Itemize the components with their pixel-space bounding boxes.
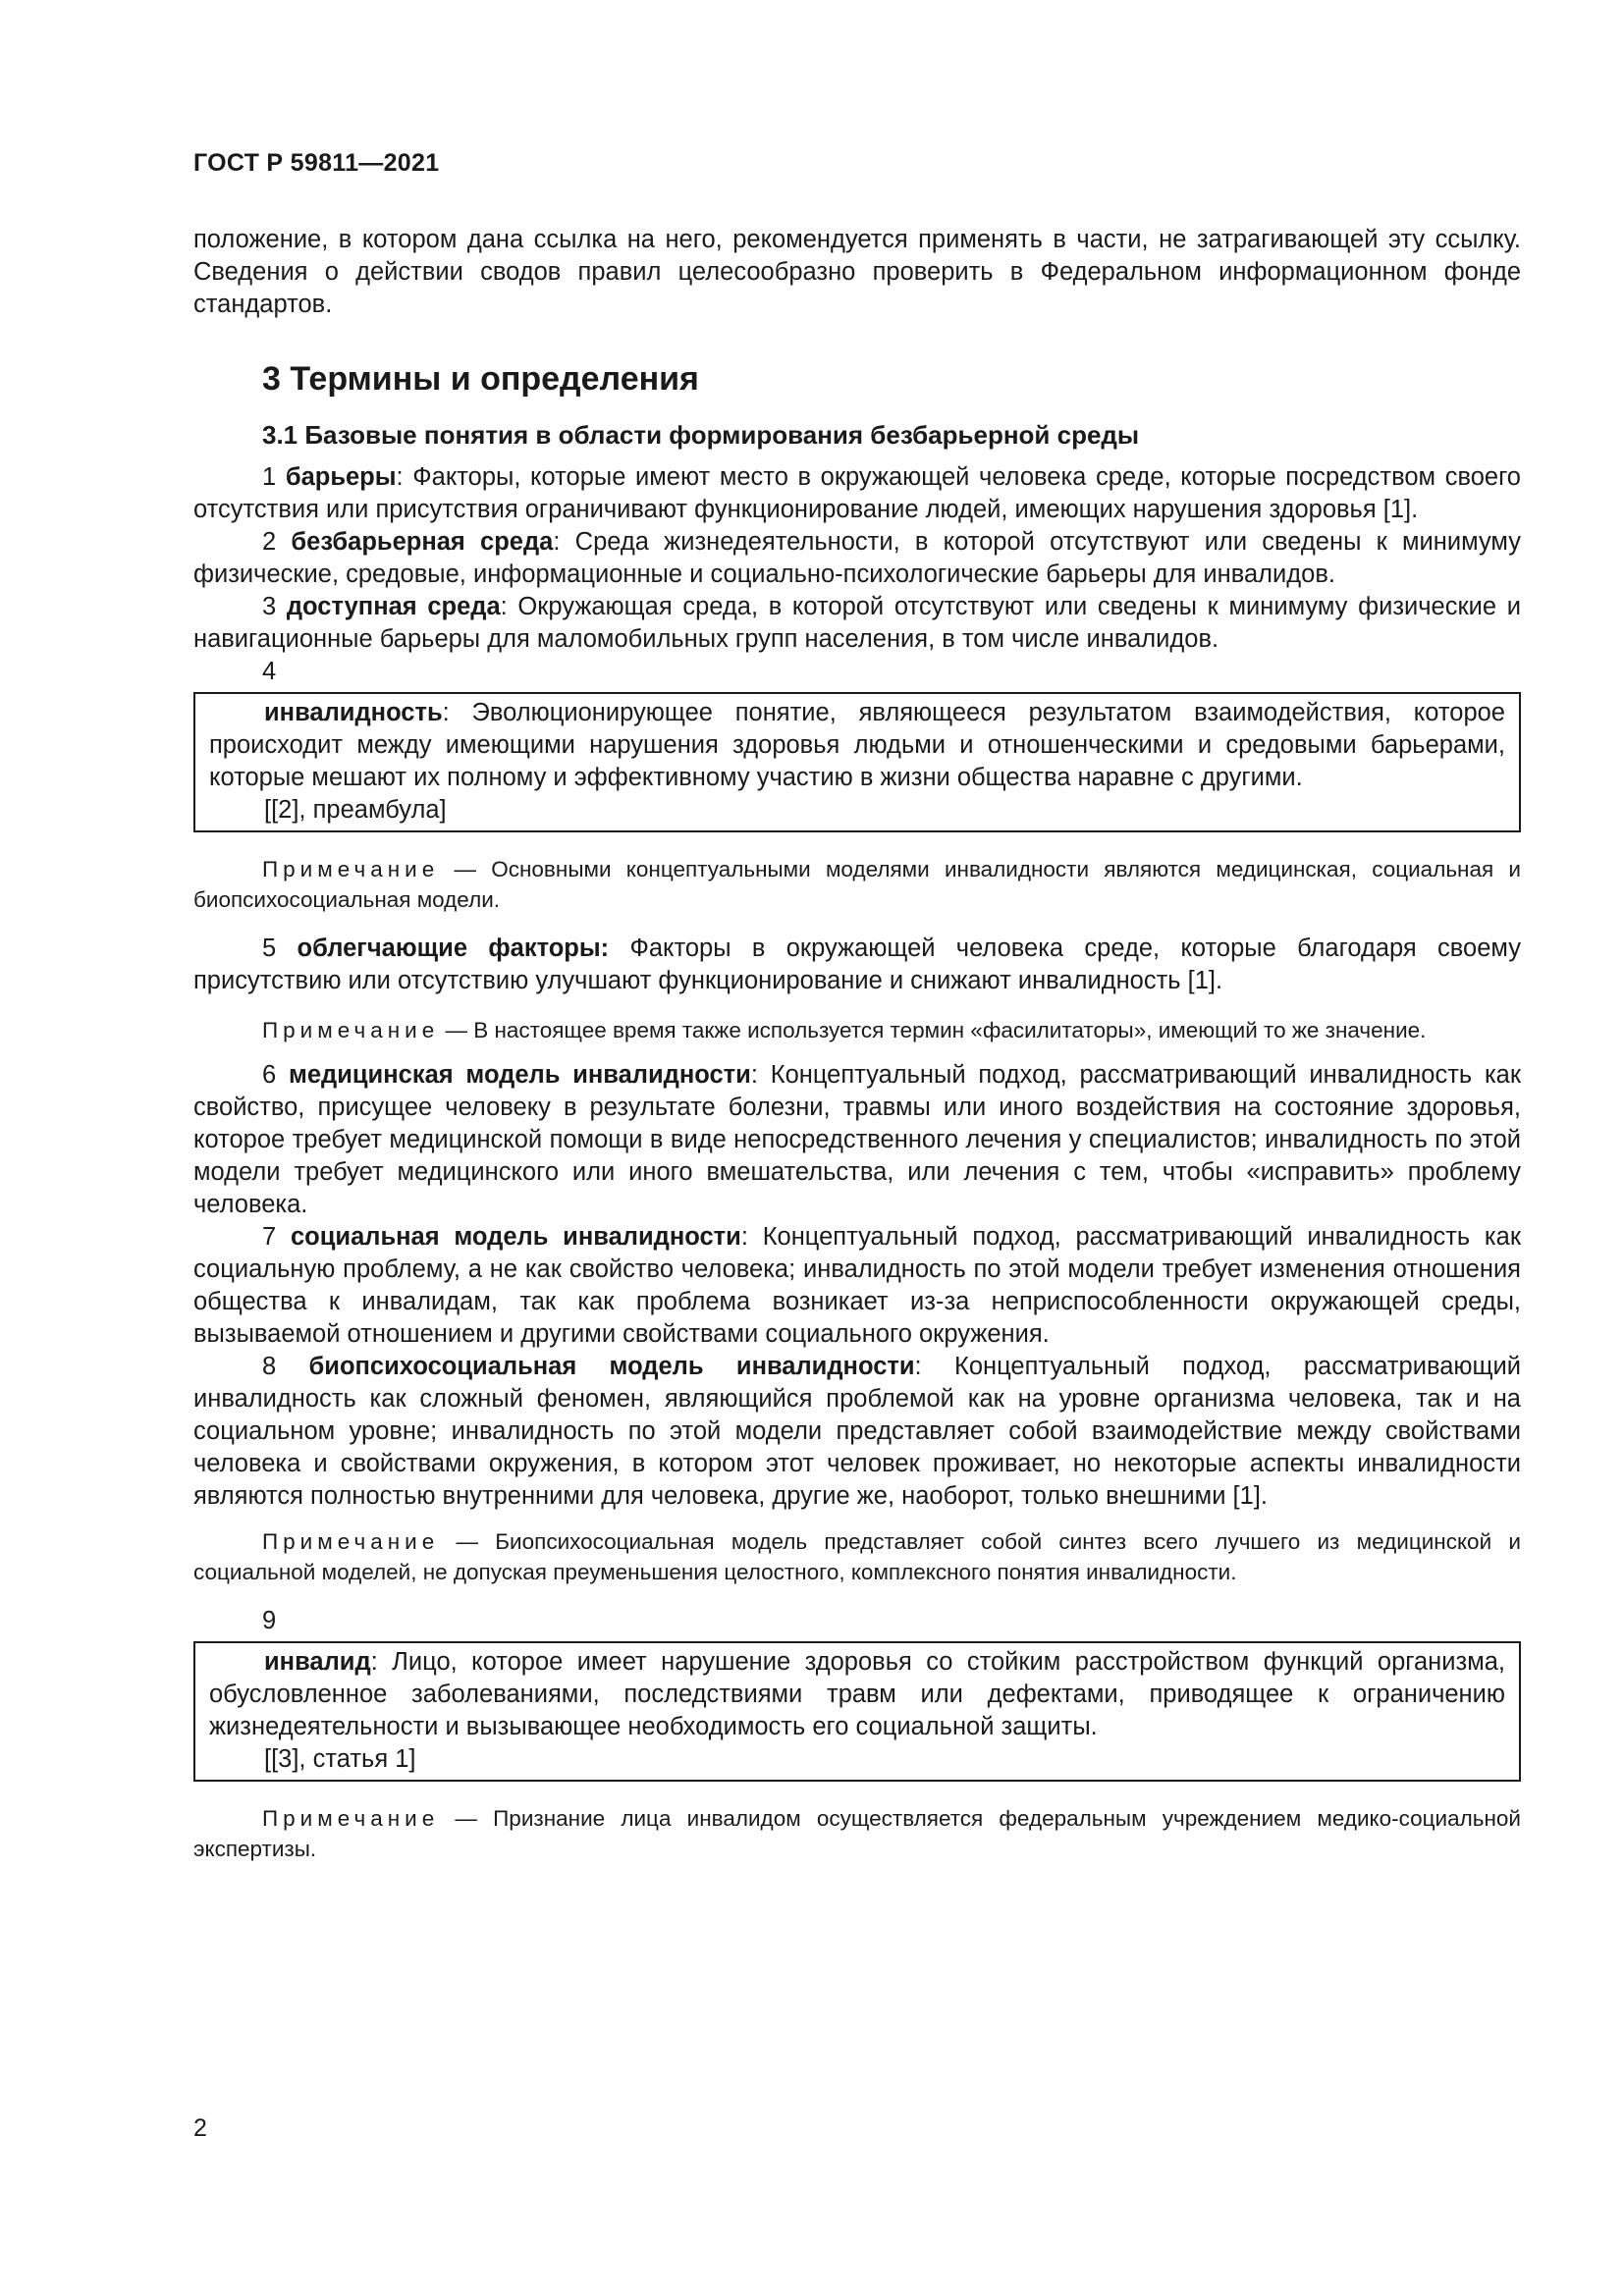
intro-paragraph: положение, в котором дана ссылка на него, рекомендуется применять в части, не затрагивающей эту ссылку. Сведения о действии сводов правил целесообразно проверить в Федеральном информационном фонде стандартов. bbox=[193, 226, 1521, 318]
term-entry-1 bbox=[193, 461, 1521, 526]
term-name: биопсихосоциальная модель инвалидности bbox=[308, 1353, 915, 1380]
term-number: 3 bbox=[262, 593, 277, 620]
term-entry-5 bbox=[193, 933, 1521, 997]
term-number: 5 bbox=[262, 934, 277, 962]
document-header: ГОСТ Р 59811—2021 bbox=[193, 149, 440, 177]
term-number: 6 bbox=[262, 1061, 277, 1089]
term-definition: Факторы в окружающей человека среде, которые благодаря своему присутствию или отсутствию улучшают функционирование и снижают инвалидность [1]. bbox=[193, 934, 1521, 994]
term-name: безбарьерная среда bbox=[291, 528, 554, 556]
term-entry-6 bbox=[193, 1059, 1521, 1221]
term-entry-4 bbox=[209, 697, 1505, 794]
term-entry-9 bbox=[209, 1646, 1505, 1743]
note-label: Примечание bbox=[262, 1018, 440, 1042]
term-name: инвалид bbox=[264, 1648, 371, 1676]
page-content bbox=[193, 224, 1521, 1864]
term-definition: : Лицо, которое имеет нарушение здоровья со стойким расстройством функций организма, обусловленное заболеваниями, последствиями травм или дефектами, приводящее к ограничению жизнедеятельности и вызывающее необходимость его социальной защиты. bbox=[209, 1648, 1505, 1740]
term-definition: : Среда жизнедеятельности, в которой отсутствуют или сведены к минимуму физические, средовые, информационные и социально-психологические барьеры для инвалидов. bbox=[193, 528, 1521, 588]
note-text: — Биопсихосоциальная модель представляет собой синтез всего лучшего из медицинской и социальной моделей, не допуская преуменьшения целостного, комплексного понятия инвалидности. bbox=[193, 1529, 1521, 1584]
term-entry-8 bbox=[193, 1351, 1521, 1513]
term-source: [[2], преамбула] bbox=[264, 796, 447, 824]
term-entry-3 bbox=[193, 591, 1521, 656]
note-label: Примечание bbox=[262, 1806, 440, 1831]
term-entry-7 bbox=[193, 1221, 1521, 1351]
term-frame-4 bbox=[193, 692, 1521, 832]
term-name: социальная модель инвалидности bbox=[290, 1223, 741, 1251]
term-name: инвалидность bbox=[264, 699, 443, 726]
term-source: [[3], статья 1] bbox=[264, 1745, 416, 1773]
term-name: доступная среда bbox=[286, 593, 501, 620]
term-definition: : Концептуальный подход, рассматривающий инвалидность как социальную проблему, а не как свойство человека; инвалидность по этой модели требует изменения отношения общества к инвалидам, так как проблема возникает из-за неприспособленности окружающей среды, вызываемой отношением и другими свойствами социального окружения. bbox=[193, 1223, 1521, 1348]
note-text: — Основными концептуальными моделями инвалидности являются медицинская, социальная и биопсихосоциальная модели. bbox=[193, 857, 1521, 912]
term-definition: : Концептуальный подход, рассматривающий инвалидность как сложный феномен, являющийся проблемой как на уровне организма человека, так и на социальном уровне; инвалидность по этой модели представляет собой взаимодействие между свойствами человека и свойствами окружения, в котором этот человек проживает, но некоторые аспекты инвалидности являются полностью внутренними для человека, другие же, наоборот, только внешними [1]. bbox=[193, 1353, 1522, 1510]
page-number: 2 bbox=[193, 2114, 207, 2142]
term-definition: : Факторы, которые имеют место в окружающей человека среде, которые посредством своего отсутствия или присутствия ограничивают функционирование людей, имеющих нарушения здоровья [1]. bbox=[193, 463, 1521, 523]
note-4 bbox=[193, 854, 1521, 915]
term-definition: : Окружающая среда, в которой отсутствуют или сведены к минимуму физические и навигационные барьеры для маломобильных групп населения, в том числе инвалидов. bbox=[193, 593, 1521, 653]
term-number: 1 bbox=[262, 463, 277, 491]
subsection-title: 3.1 Базовые понятия в области формирования безбарьерной среды bbox=[262, 420, 1140, 450]
term-name: медицинская модель инвалидности bbox=[288, 1061, 751, 1089]
note-label: Примечание bbox=[262, 857, 440, 881]
term-definition: : Концептуальный подход, рассматривающий инвалидность как свойство, присущее человеку в результате болезни, травмы или иного воздействия на состояние здоровья, которое требует медицинской помощи в виде непосредственного лечения у специалистов; инвалидность по этой модели требует медицинского или иного вмешательства, или лечения с тем, чтобы «исправить» проблему человека. bbox=[193, 1061, 1522, 1218]
term-number: 8 bbox=[262, 1353, 277, 1380]
term-entry-2 bbox=[193, 526, 1521, 591]
note-label: Примечание bbox=[262, 1529, 440, 1554]
term-number-4: 4 bbox=[262, 658, 277, 685]
term-number: 2 bbox=[262, 528, 277, 556]
note-text: — Признание лица инвалидом осуществляется федеральным учреждением медико-социальной экспертизы. bbox=[193, 1806, 1521, 1861]
note-9 bbox=[193, 1803, 1521, 1864]
term-name: облегчающие факторы: bbox=[297, 934, 610, 962]
term-name: барьеры bbox=[285, 463, 397, 491]
note-5 bbox=[193, 1015, 1521, 1045]
section-title: 3 Термины и определения bbox=[262, 360, 699, 398]
note-text: — В настоящее время также используется термин «фасилитаторы», имеющий то же значение. bbox=[439, 1018, 1427, 1042]
term-number: 7 bbox=[262, 1223, 277, 1251]
note-8 bbox=[193, 1526, 1521, 1587]
term-frame-9 bbox=[193, 1641, 1521, 1782]
term-definition: : Эволюционирующее понятие, являющееся результатом взаимодействия, которое происходит между имеющими нарушения здоровья людьми и отношенческими и средовыми барьерами, которые мешают их полному и эффективному участию в жизни общества наравне с другими. bbox=[209, 699, 1505, 791]
term-number-9: 9 bbox=[262, 1607, 277, 1634]
